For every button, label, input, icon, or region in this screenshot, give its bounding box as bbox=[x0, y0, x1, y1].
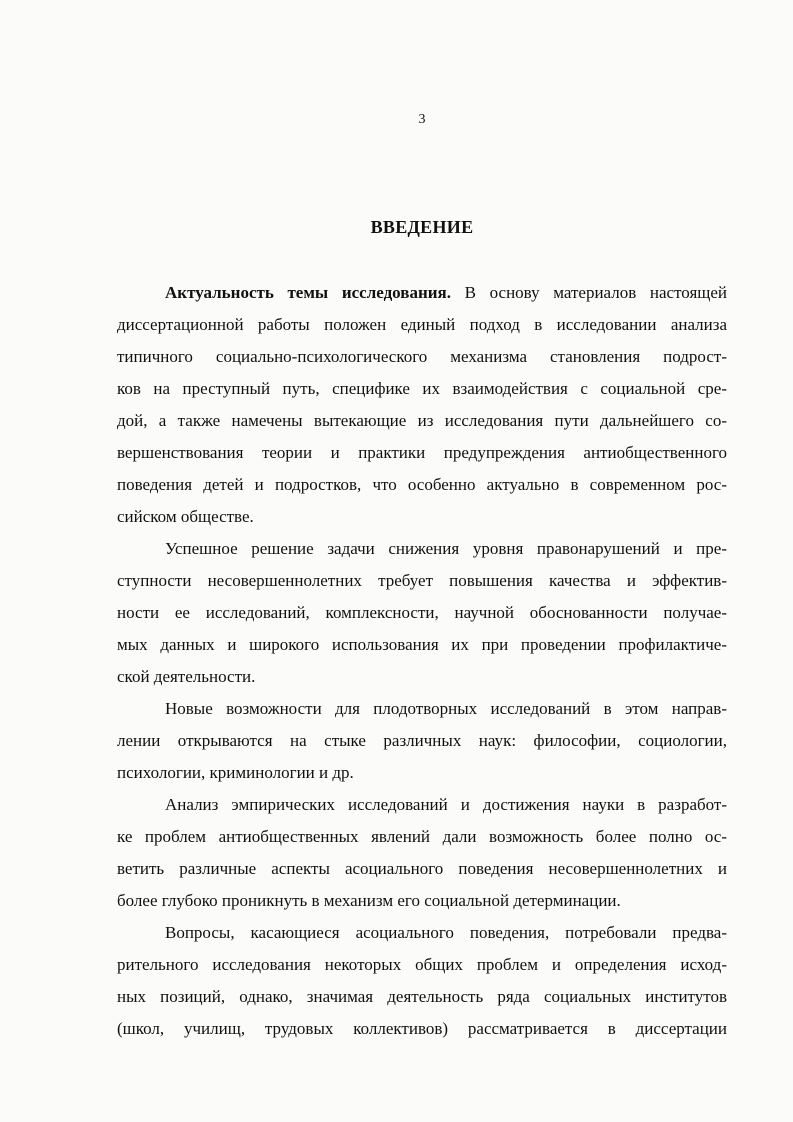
paragraph-line: ветить различные аспекты асоциального поведения несовершеннолетних и bbox=[117, 859, 727, 878]
paragraph-line: (школ, училищ, трудовых коллективов) рассматривается в диссертации bbox=[117, 1019, 727, 1038]
paragraph-line: поведения детей и подростков, что особенно актуально в современном рос- bbox=[117, 475, 727, 494]
paragraph-line: Анализ эмпирических исследований и достижения науки в разработ- bbox=[165, 795, 727, 814]
body-text bbox=[117, 277, 727, 1045]
section-heading: ВВЕДЕНИЕ bbox=[370, 217, 474, 237]
paragraph-line: сийском обществе. bbox=[117, 507, 254, 526]
paragraph-line: ступности несовершеннолетних требует повышения качества и эффектив- bbox=[117, 571, 727, 590]
paragraph-line: мых данных и широкого использования их при проведении профилактиче- bbox=[117, 635, 727, 654]
paragraph-line-text: В основу материалов настоящей bbox=[464, 283, 727, 302]
paragraph-line: Новые возможности для плодотворных исследований в этом направ- bbox=[165, 699, 727, 718]
page-number: 3 bbox=[418, 112, 426, 127]
paragraph-line: ке проблем антиобщественных явлений дали возможность более полно ос- bbox=[117, 827, 727, 846]
paragraph-line: диссертационной работы положен единый подход в исследовании анализа bbox=[117, 315, 727, 334]
paragraph-line: вершенствования теории и практики предупреждения антиобщественного bbox=[117, 443, 727, 462]
paragraph-lead: Актуальность темы исследования. bbox=[165, 283, 451, 302]
paragraph-line bbox=[117, 277, 727, 309]
paragraph-line: ных позиций, однако, значимая деятельность ряда социальных институтов bbox=[117, 987, 727, 1006]
paragraph-line: ков на преступный путь, специфике их взаимодействия с социальной сре- bbox=[117, 379, 727, 398]
paragraph-line: ности ее исследований, комплексности, научной обоснованности получае- bbox=[117, 603, 727, 622]
paragraph-line: ской деятельности. bbox=[117, 667, 256, 686]
paragraph-line: дой, а также намечены вытекающие из исследования пути дальнейшего со- bbox=[117, 411, 727, 430]
paragraph-line: рительного исследования некоторых общих проблем и определения исход- bbox=[117, 955, 727, 974]
paragraph-line: психологии, криминологии и др. bbox=[117, 763, 354, 782]
paragraph-line: Успешное решение задачи снижения уровня правонарушений и пре- bbox=[165, 539, 727, 558]
paragraph-line: более глубоко проникнуть в механизм его социальной детерминации. bbox=[117, 891, 621, 910]
paragraph-line: Вопросы, касающиеся асоциального поведения, потребовали предва- bbox=[165, 923, 727, 942]
paragraph-line: лении открываются на стыке различных наук: философии, социологии, bbox=[117, 731, 727, 750]
paragraph-line: типичного социально-психологического механизма становления подрост- bbox=[117, 347, 727, 366]
